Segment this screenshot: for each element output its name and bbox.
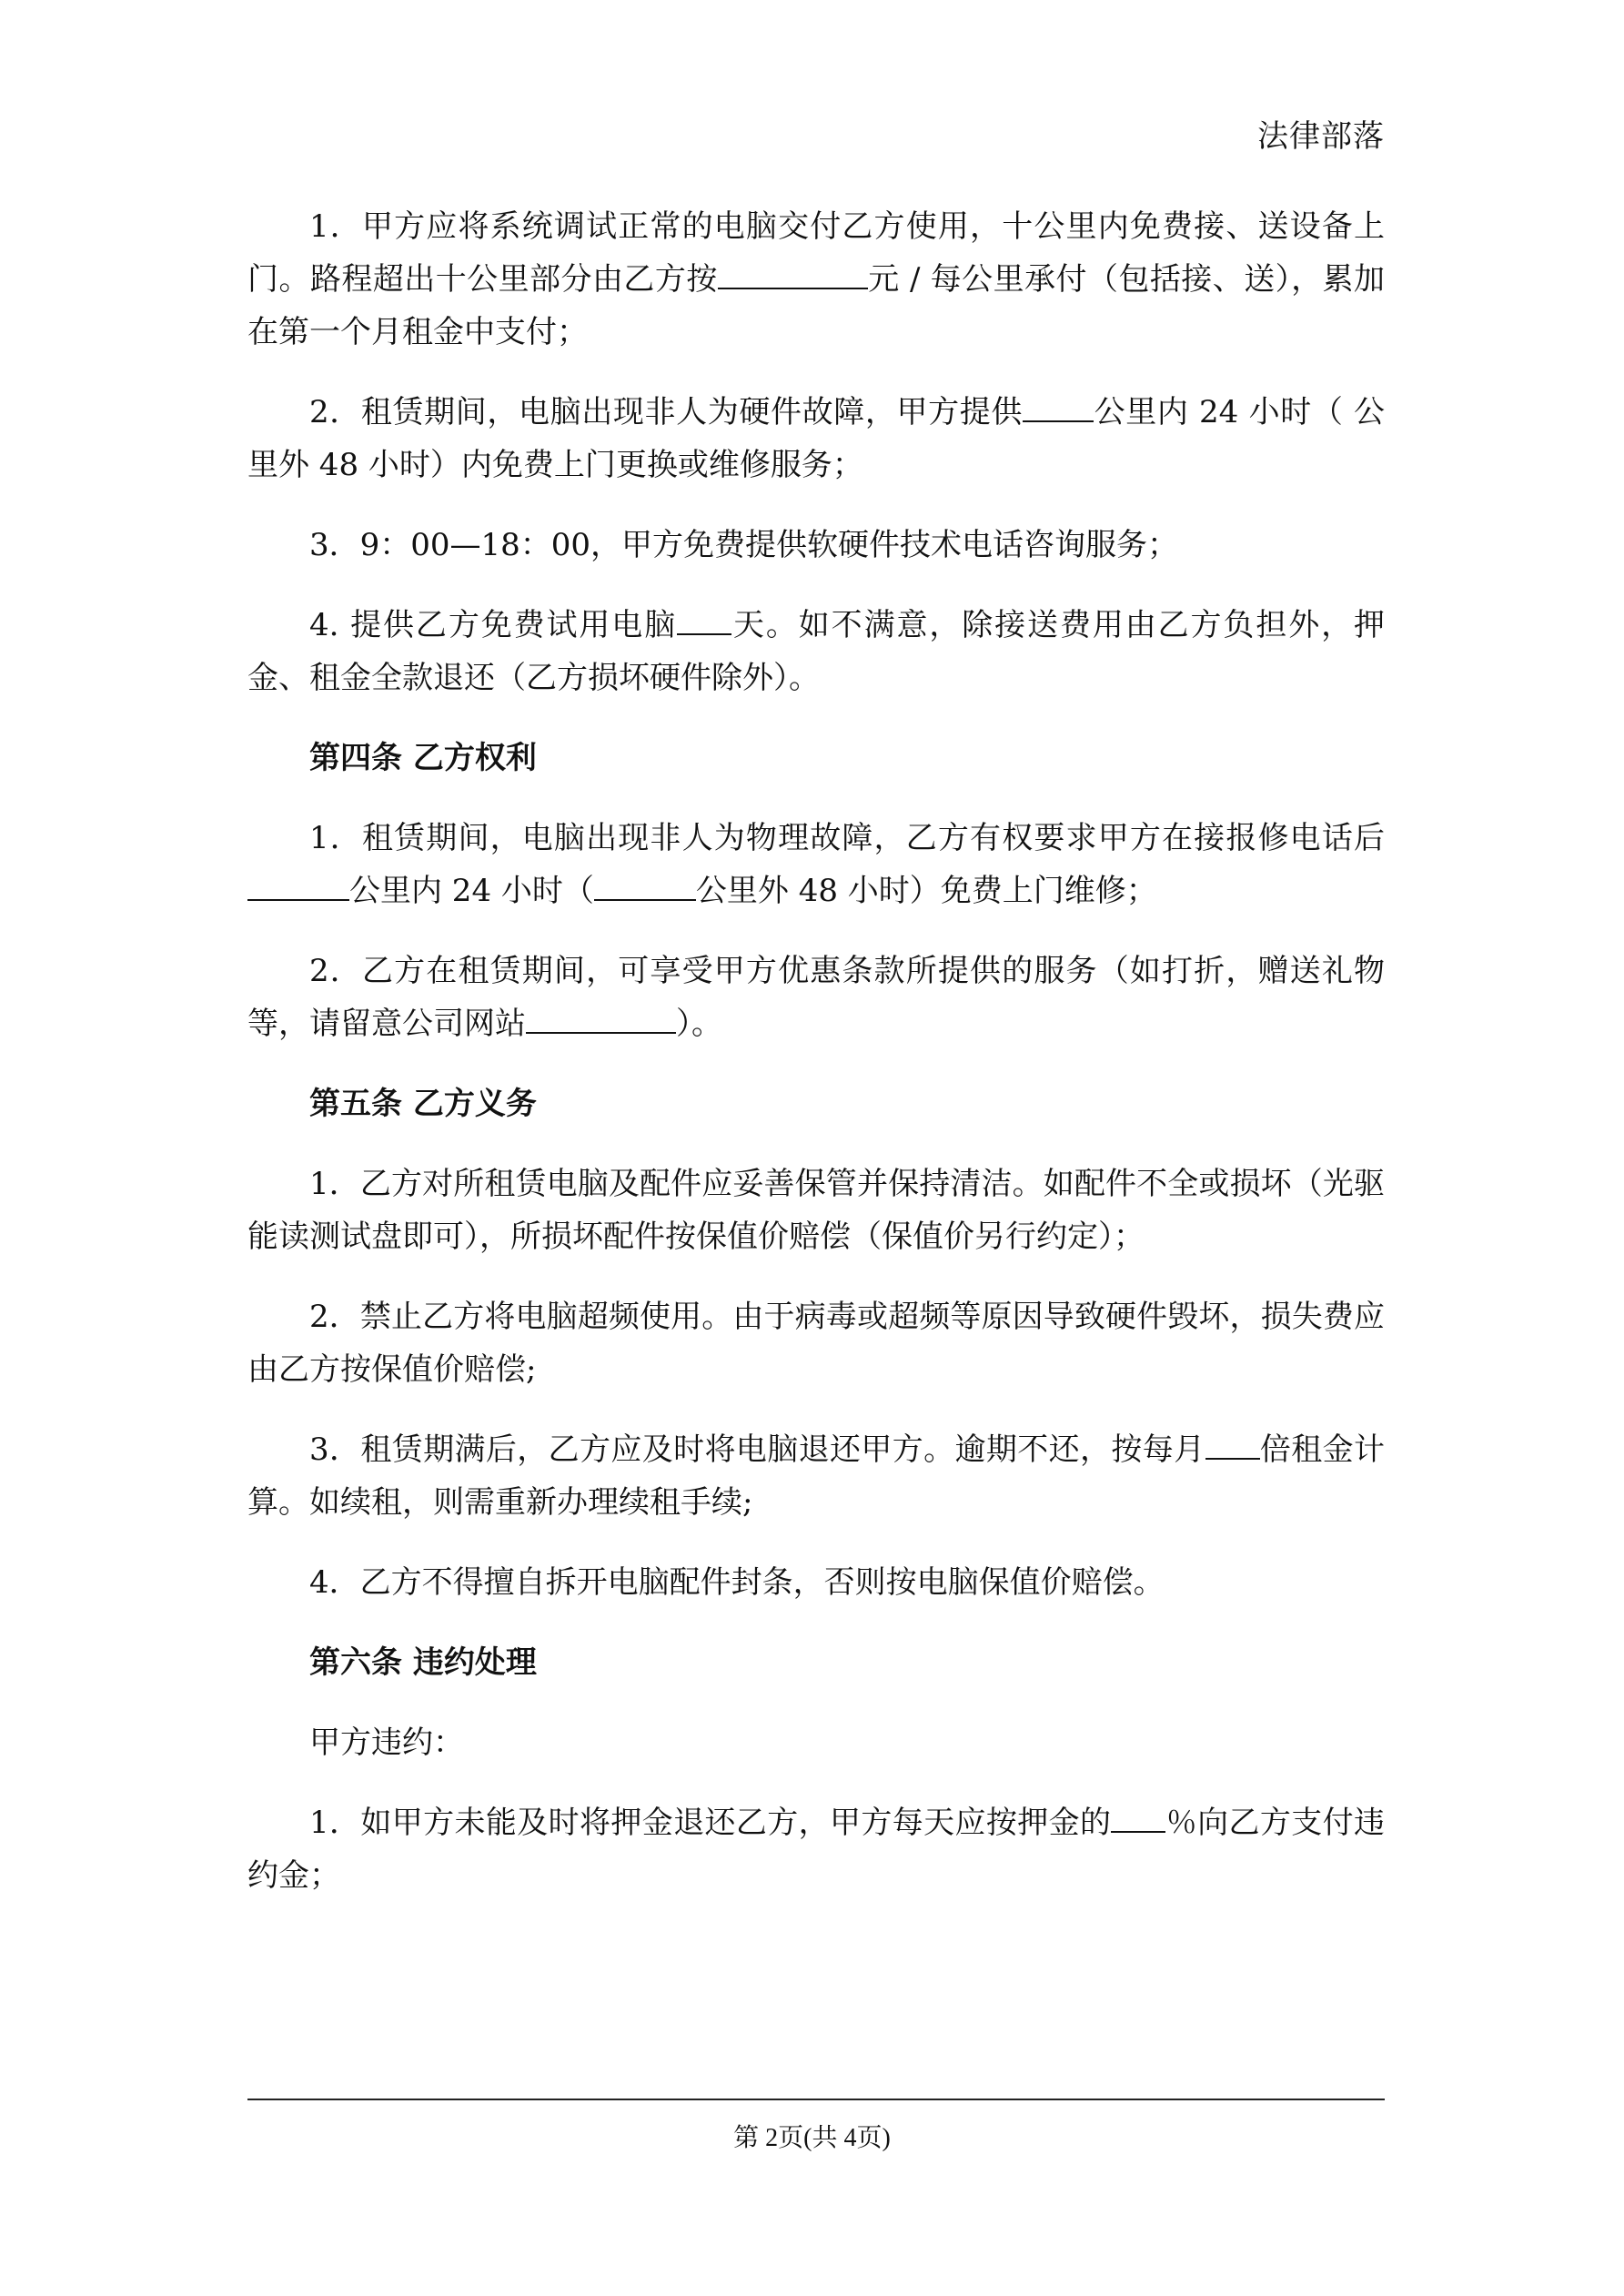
paragraph-10: 4．乙方不得擅自拆开电脑配件封条，否则按电脑保值价赔偿。 xyxy=(309,1564,1165,1601)
paragraph-6: 2．乙方在租赁期间，可享受甲方优惠条款所提供的服务（如打折，赠送礼物等，请留意公司网站 ）。 xyxy=(247,953,1385,1042)
paragraph-1: 1．甲方应将系统调试正常的电脑交付乙方使用，十公里内免费接、送设备上门。路程超出十公里部分由乙方按 元 / 每公里承付（包括接、送），累加在第一个月租金中支付； xyxy=(247,208,1386,350)
paragraph-2: 2．租赁期间，电脑出现非人为硬件故障，甲方提供 公里内 24 小时（ 公里外 48 小时）内免费上门更换或维修服务； xyxy=(247,394,1385,483)
blank-field xyxy=(526,1005,676,1034)
blank-field xyxy=(247,872,349,901)
document-body xyxy=(247,200,1385,1929)
footer-divider xyxy=(247,2099,1385,2100)
blank-field xyxy=(1023,393,1094,422)
paragraph-12: 1．如甲方未能及时将押金退还乙方，甲方每天应按押金的 ％向乙方支付违约金； xyxy=(247,1805,1385,1894)
paragraph-11: 甲方违约： xyxy=(309,1725,464,1761)
blank-field xyxy=(1111,1804,1165,1833)
section-heading-5: 第五条 乙方义务 xyxy=(309,1086,537,1122)
blank-field xyxy=(677,606,731,635)
blank-field xyxy=(1205,1431,1260,1460)
paragraph-8: 2．禁止乙方将电脑超频使用。由于病毒或超频等原因导致硬件毁坏，损失费应由乙方按保值价赔偿; xyxy=(247,1299,1385,1388)
blank-field xyxy=(594,872,696,901)
blank-field xyxy=(718,260,868,289)
paragraph-9: 3．租赁期满后，乙方应及时将电脑退还甲方。逾期不还，按每月 倍租金计算。如续租，则需重新办理续租手续; xyxy=(247,1431,1385,1521)
paragraph-3: 3．9：00—18：00，甲方免费提供软硬件技术电话咨询服务； xyxy=(309,527,1179,563)
section-heading-6: 第六条 违约处理 xyxy=(309,1644,537,1681)
page-number: 第 2页(共 4页) xyxy=(733,2124,891,2152)
paragraph-7: 1．乙方对所租赁电脑及配件应妥善保管并保持清洁。如配件不全或损坏（光驱能读测试盘即可），所损坏配件按保值价赔偿（保值价另行约定）； xyxy=(247,1166,1385,1255)
header-brand: 法律部落 xyxy=(1257,118,1385,155)
paragraph-4: 4. 提供乙方免费试用电脑 天。如不满意，除接送费用由乙方负担外，押金、租金全款退还（乙方损坏硬件除外）。 xyxy=(247,607,1385,696)
paragraph-5: 1．租赁期间，电脑出现非人为物理故障，乙方有权要求甲方在接报修电话后公里内 24 小时（ 公里外 48 小时）免费上门维修； xyxy=(247,812,1385,917)
section-heading-4: 第四条 乙方权利 xyxy=(309,740,537,776)
